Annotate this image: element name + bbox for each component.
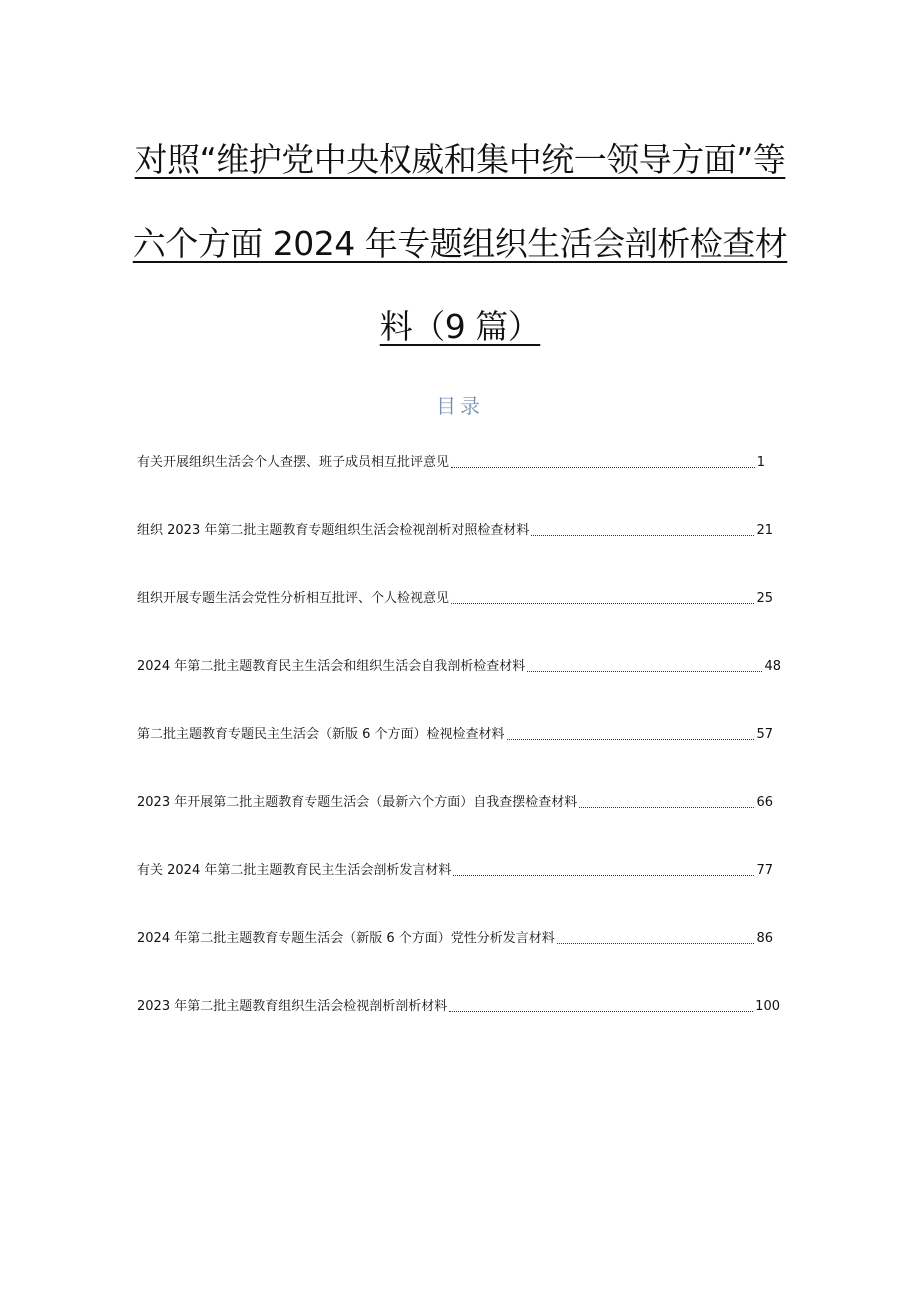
toc-dot-leader — [557, 942, 755, 944]
toc-entry-page: 66 — [756, 795, 773, 810]
toc-entry-title: 2023 年第二批主题教育组织生活会检视剖析剖析材料 — [137, 999, 448, 1014]
toc-dot-leader — [579, 806, 754, 808]
toc-entry-title: 有关开展组织生活会个人查摆、班子成员相互批评意见 — [137, 455, 450, 470]
toc-entry-title: 有关 2024 年第二批主题教育民主生活会剖析发言材料 — [137, 863, 452, 878]
title-line-1: 对照“维护党中央权威和集中统一领导方面”等 — [134, 140, 786, 179]
toc-entry-9[interactable] — [137, 994, 780, 1016]
toc-entry-page: 57 — [756, 727, 773, 742]
toc-entry-title: 组织 2023 年第二批主题教育专题组织生活会检视剖析对照检查材料 — [137, 523, 530, 538]
title-line-3: 料（9 篇） — [379, 307, 541, 346]
toc-dot-leader — [449, 1010, 753, 1012]
toc-dot-leader — [451, 466, 755, 468]
toc-entry-6[interactable] — [137, 790, 773, 812]
toc-dot-leader — [531, 534, 754, 536]
toc-entry-title: 2024 年第二批主题教育专题生活会（新版 6 个方面）党性分析发言材料 — [137, 931, 555, 946]
toc-entry-8[interactable] — [137, 926, 773, 948]
toc-entry-page: 1 — [756, 455, 765, 470]
toc-entry-5[interactable] — [137, 722, 773, 744]
toc-dot-leader — [507, 738, 755, 740]
toc-entry-page: 21 — [756, 523, 773, 538]
title-line-2: 六个方面 2024 年专题组织生活会剖析检查材 — [132, 224, 788, 263]
toc-entry-title: 2024 年第二批主题教育民主生活会和组织生活会自我剖析检查材料 — [137, 659, 526, 674]
toc-entry-7[interactable] — [137, 858, 773, 880]
toc-entry-title: 组织开展专题生活会党性分析相互批评、个人检视意见 — [137, 591, 450, 606]
toc-entry-page: 77 — [756, 863, 773, 878]
toc-entry-title: 第二批主题教育专题民主生活会（新版 6 个方面）检视检查材料 — [137, 727, 505, 742]
toc-entry-page: 48 — [764, 659, 781, 674]
toc-entry-page: 25 — [756, 591, 773, 606]
toc-dot-leader — [453, 874, 754, 876]
toc-entry-2[interactable] — [137, 518, 773, 540]
toc-entry-1[interactable] — [137, 450, 765, 472]
toc-heading: 目录 — [436, 394, 484, 418]
toc-entry-4[interactable] — [137, 654, 781, 676]
toc-entry-3[interactable] — [137, 586, 773, 608]
toc-entry-page: 86 — [756, 931, 773, 946]
toc-entry-title: 2023 年开展第二批主题教育专题生活会（最新六个方面）自我查摆检查材料 — [137, 795, 578, 810]
toc-entry-page: 100 — [755, 999, 780, 1014]
toc-dot-leader — [527, 670, 762, 672]
toc-dot-leader — [451, 602, 754, 604]
